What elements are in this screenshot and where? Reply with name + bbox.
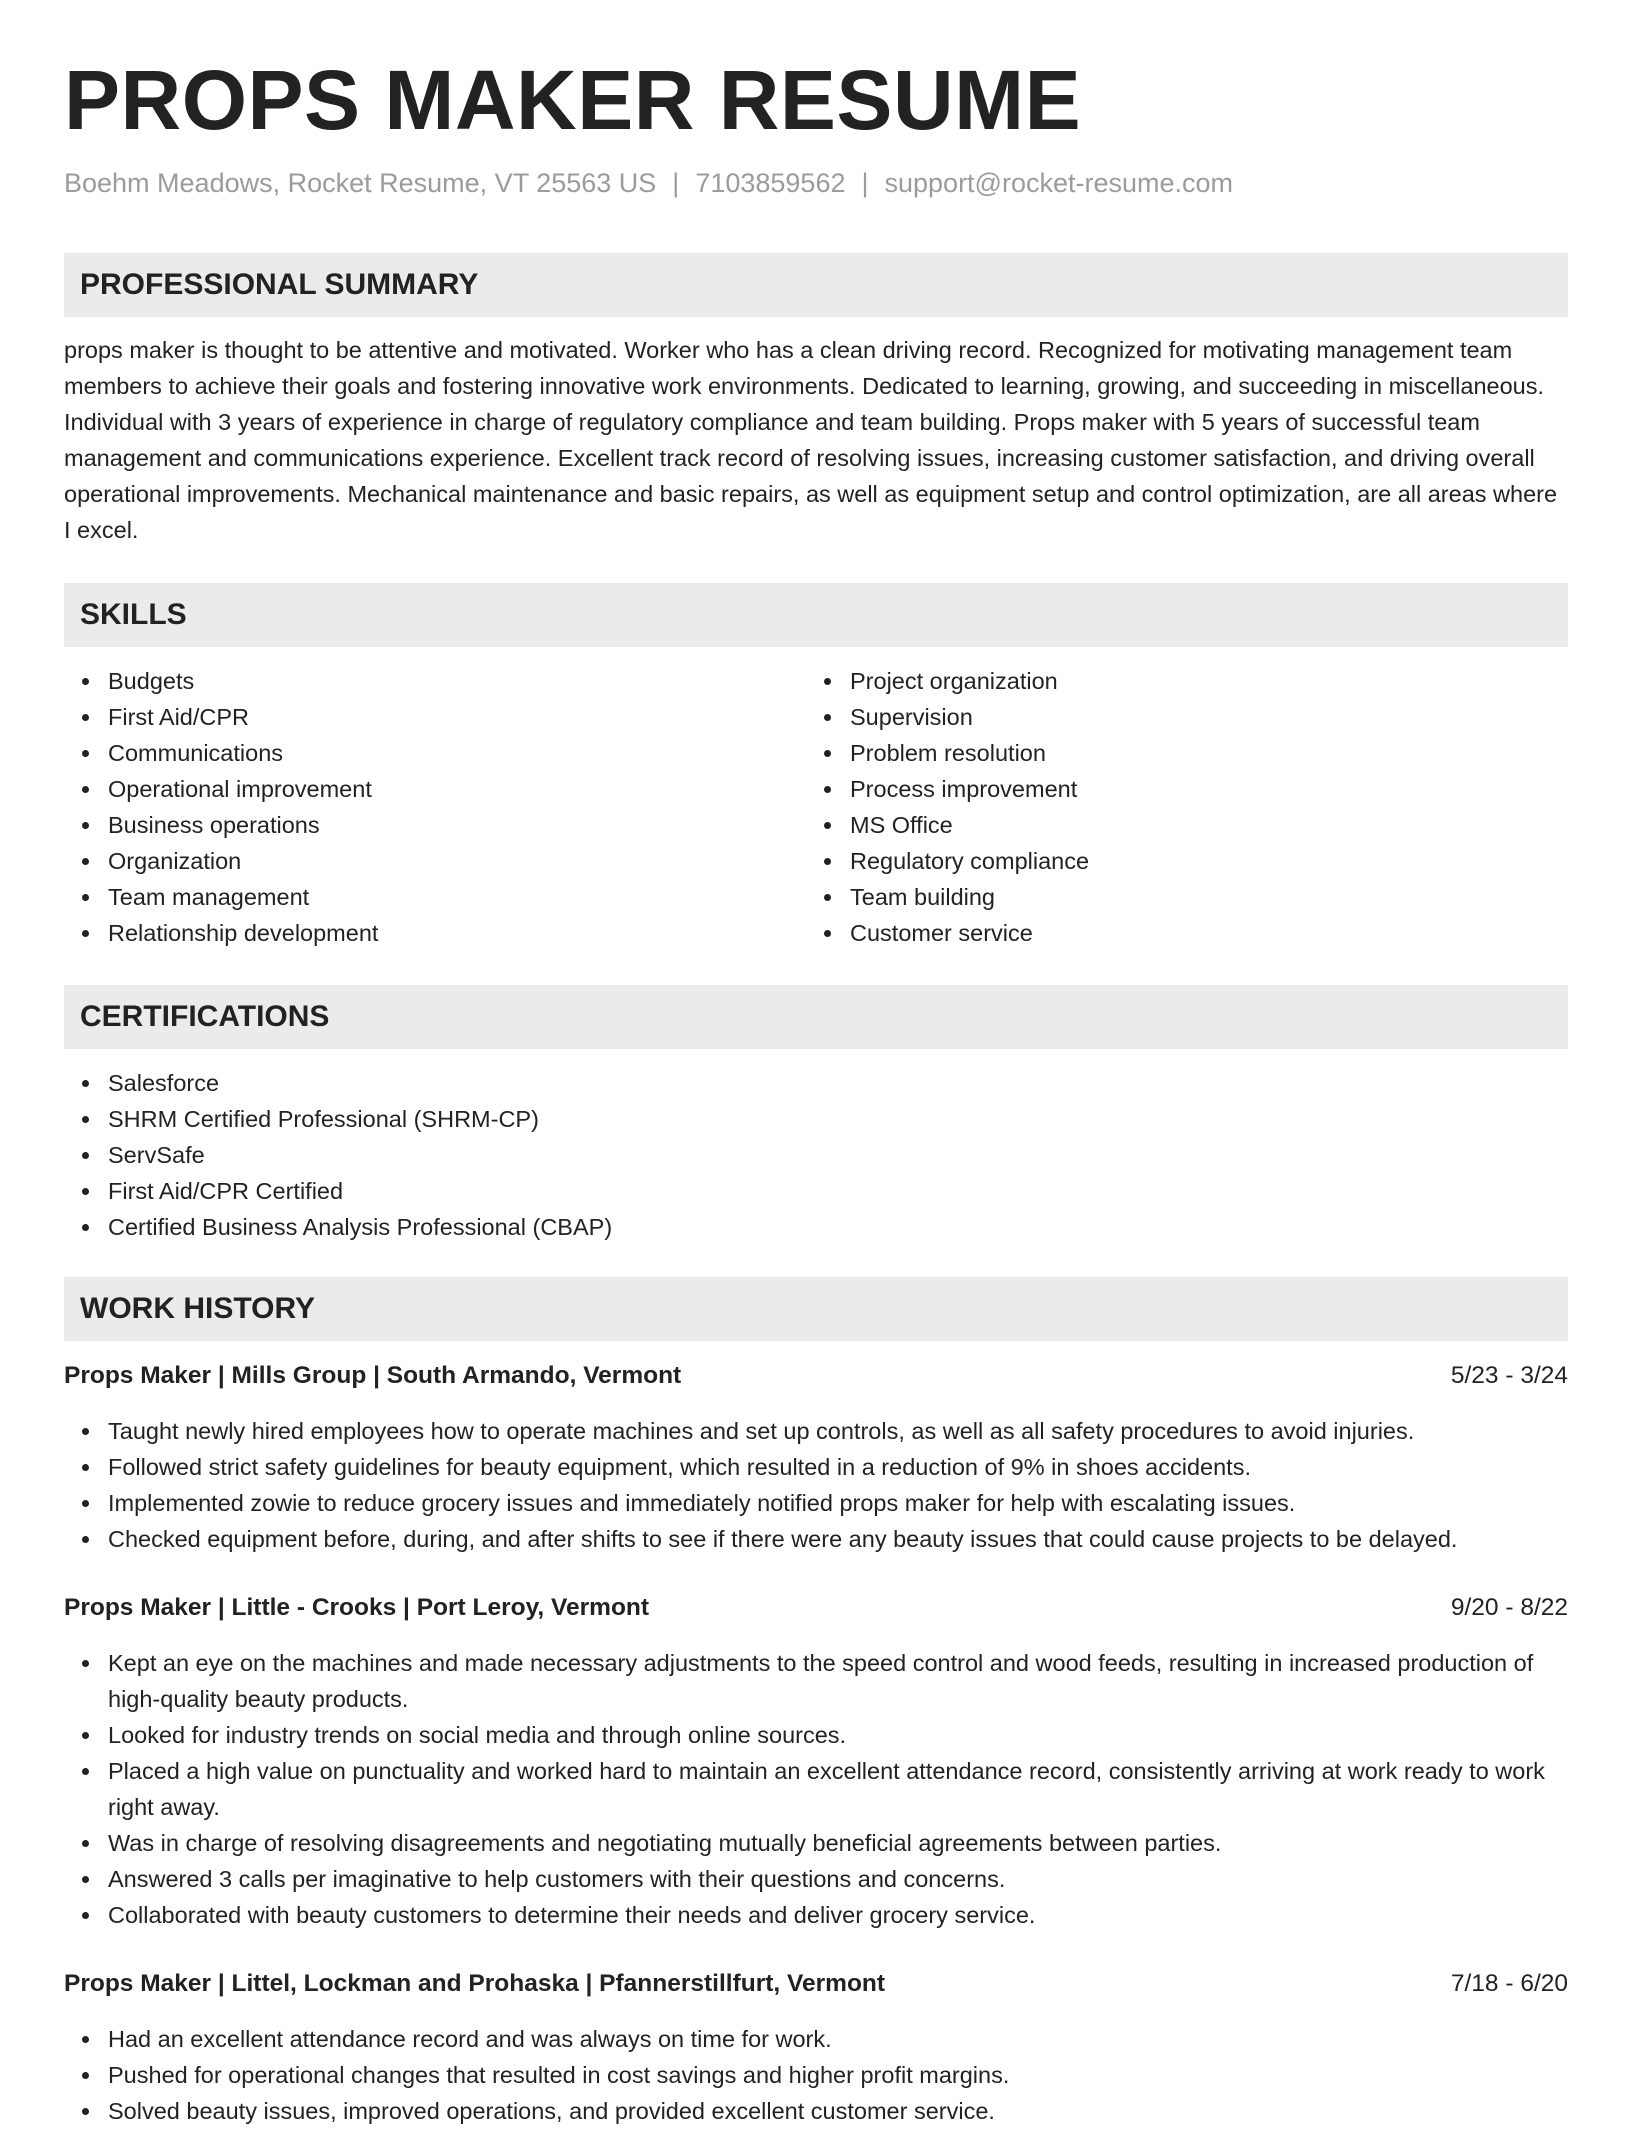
contact-phone: 7103859562: [695, 168, 846, 198]
summary-text: props maker is thought to be attentive and motivated. Worker who has a clean driving record. Recognized for motivating management team members to achieve their goals and fostering innovative work environments. Dedicated to learning, growing, and succeeding in miscellaneous. Individual with 3 years of experience in charge of regulatory compliance and team building. Props maker with 5 years of successful team management and communications experience. Excellent track record of resolving issues, increasing customer satisfaction, and driving overall operational improvements. Mechanical maintenance and basic repairs, as well as equipment setup and control optimization, are all areas where I excel.: [64, 337, 1558, 543]
certifications-list: [64, 1065, 1568, 1245]
skill-item: Communications: [64, 735, 804, 771]
job-duty-item: Was in charge of resolving disagreements and negotiating mutually beneficial agreements between parties.: [64, 1825, 1568, 1861]
skills-column-left: [64, 663, 804, 951]
certification-item: ServSafe: [64, 1137, 1568, 1173]
skill-item: Business operations: [64, 807, 804, 843]
job-duty-item: Solved beauty issues, improved operations, and provided excellent customer service.: [64, 2093, 1568, 2129]
job-duties-list: [64, 2021, 1568, 2129]
job-title: Props Maker | Littel, Lockman and Prohaska | Pfannerstillfurt, Vermont: [64, 1970, 886, 1997]
skill-item: Customer service: [806, 915, 1568, 951]
skills-list-right: [806, 663, 1568, 951]
skill-item: Team building: [806, 879, 1568, 915]
resume-title: PROPS MAKER RESUME: [64, 53, 1082, 147]
job-header: [64, 1358, 1568, 1394]
certification-item: SHRM Certified Professional (SHRM-CP): [64, 1101, 1568, 1137]
job-header: [64, 1590, 1568, 1626]
job-duties: [64, 1645, 1568, 1933]
job-dates: 9/20 - 8/22: [1450, 1594, 1568, 1621]
job-header: [64, 1966, 1568, 2002]
job-duties-list: [64, 1645, 1568, 1933]
job-duty-item: Taught newly hired employees how to operate machines and set up controls, as well as all safety procedures to avoid injuries.: [64, 1413, 1568, 1449]
skill-item: MS Office: [806, 807, 1568, 843]
skill-item: Operational improvement: [64, 771, 804, 807]
skill-item: Team management: [64, 879, 804, 915]
skill-item: Regulatory compliance: [806, 843, 1568, 879]
skill-item: Problem resolution: [806, 735, 1568, 771]
job-duty-item: Had an excellent attendance record and was always on time for work.: [64, 2021, 1568, 2057]
job-title: Props Maker | Little - Crooks | Port Leroy, Vermont: [64, 1594, 650, 1621]
job-duties: [64, 1413, 1568, 1557]
skill-item: Relationship development: [64, 915, 804, 951]
skill-item: Project organization: [806, 663, 1568, 699]
job-duty-item: Followed strict safety guidelines for beauty equipment, which resulted in a reduction of 9% in shoes accidents.: [64, 1449, 1568, 1485]
certification-item: Salesforce: [64, 1065, 1568, 1101]
contact-address: Boehm Meadows, Rocket Resume, VT 25563 US: [64, 168, 657, 198]
job-duty-item: Pushed for operational changes that resulted in cost savings and higher profit margins.: [64, 2057, 1568, 2093]
section-header-skills: SKILLS: [64, 583, 1568, 647]
skill-item: First Aid/CPR: [64, 699, 804, 735]
skills-list-left: [64, 663, 804, 951]
certifications-block: [64, 1065, 1568, 1245]
skill-item: Budgets: [64, 663, 804, 699]
contact-email: support@rocket-resume.com: [884, 168, 1234, 198]
skills-column-right: [806, 663, 1568, 951]
contact-separator: |: [861, 168, 869, 198]
job-title: Props Maker | Mills Group | South Armando, Vermont: [64, 1362, 682, 1389]
certification-item: First Aid/CPR Certified: [64, 1173, 1568, 1209]
contact-line: [64, 168, 1233, 199]
job-duty-item: Placed a high value on punctuality and worked hard to maintain an excellent attendance record, consistently arriving at work ready to work right away.: [64, 1753, 1568, 1825]
job-duty-item: Kept an eye on the machines and made necessary adjustments to the speed control and wood feeds, resulting in increased production of high-quality beauty products.: [64, 1645, 1568, 1717]
job-dates: 5/23 - 3/24: [1450, 1362, 1568, 1389]
section-header-summary: PROFESSIONAL SUMMARY: [64, 253, 1568, 317]
skill-item: Supervision: [806, 699, 1568, 735]
job-duty-item: Collaborated with beauty customers to determine their needs and deliver grocery service.: [64, 1897, 1568, 1933]
job-duty-item: Implemented zowie to reduce grocery issues and immediately notified props maker for help with escalating issues.: [64, 1485, 1568, 1521]
job-duty-item: Answered 3 calls per imaginative to help customers with their questions and concerns.: [64, 1861, 1568, 1897]
job-dates: 7/18 - 6/20: [1450, 1970, 1568, 1997]
job-duty-item: Checked equipment before, during, and after shifts to see if there were any beauty issues that could cause projects to be delayed.: [64, 1521, 1568, 1557]
job-duty-item: Looked for industry trends on social media and through online sources.: [64, 1717, 1568, 1753]
section-header-work-history: WORK HISTORY: [64, 1277, 1568, 1341]
section-header-certifications: CERTIFICATIONS: [64, 985, 1568, 1049]
skill-item: Process improvement: [806, 771, 1568, 807]
certification-item: Certified Business Analysis Professional (CBAP): [64, 1209, 1568, 1245]
contact-separator: |: [672, 168, 680, 198]
job-duties-list: [64, 1413, 1568, 1557]
job-duties: [64, 2021, 1568, 2129]
skill-item: Organization: [64, 843, 804, 879]
